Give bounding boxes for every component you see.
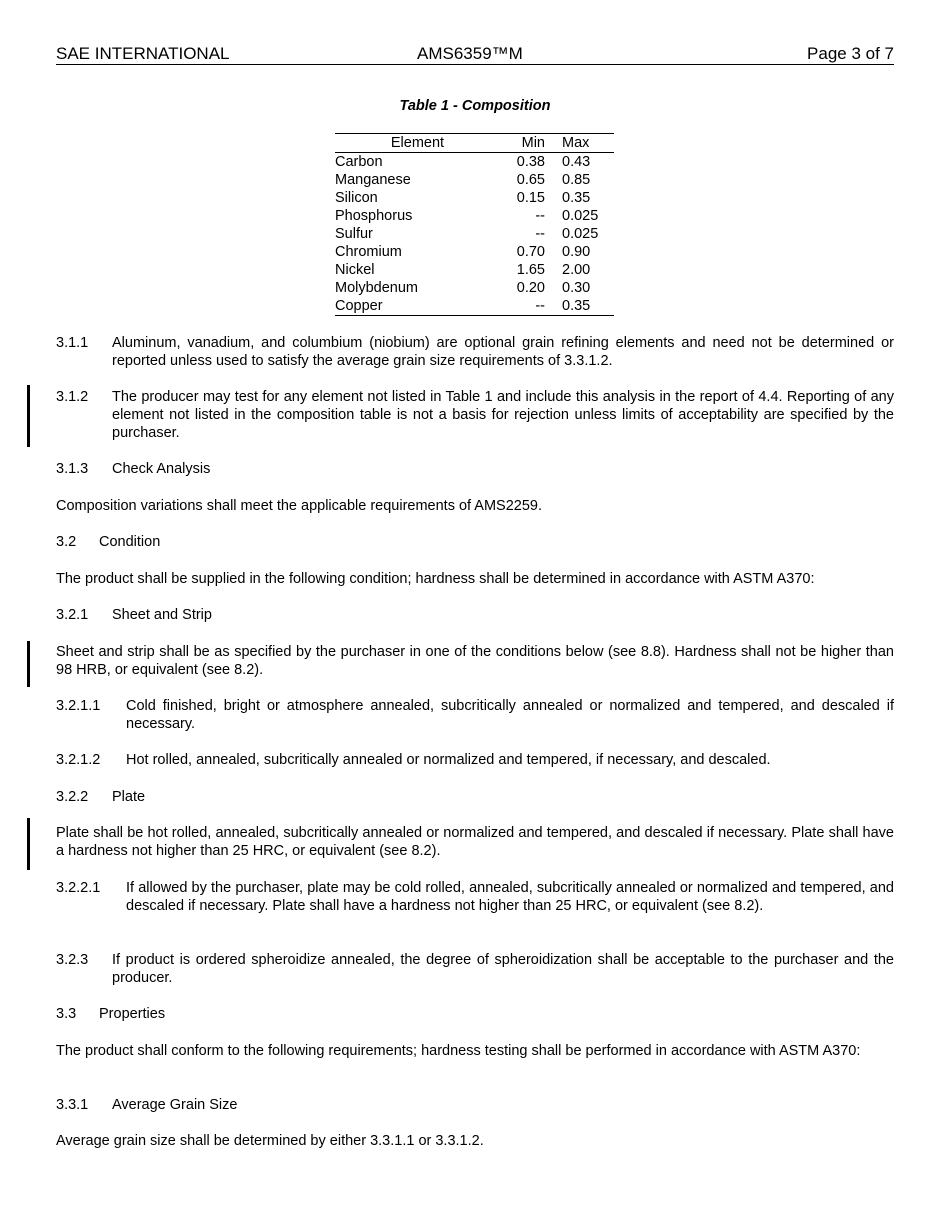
table-row <box>335 207 614 225</box>
section-3-2-1 <box>56 606 894 624</box>
table-row <box>335 261 614 279</box>
section-text: If product is ordered spheroidize annealed, the degree of spheroidization shall be acceptable to the purchaser and the producer. <box>112 952 894 986</box>
table-caption: Table 1 - Composition <box>399 98 551 114</box>
cell-max: 0.90 <box>562 244 591 260</box>
section-3-3 <box>56 1005 894 1023</box>
cell-element: Carbon <box>335 154 383 170</box>
paragraph-properties: The product shall conform to the following requirements; hardness testing shall be performed in accordance with ASTM A370: <box>56 1043 861 1059</box>
cell-max: 0.025 <box>562 208 599 224</box>
section-3-1-3 <box>56 460 894 478</box>
change-bar <box>27 385 30 447</box>
cell-element: Sulfur <box>335 226 373 242</box>
cell-element: Phosphorus <box>335 208 413 224</box>
section-3-2-2-1 <box>56 879 894 915</box>
cell-min: 0.15 <box>516 190 545 206</box>
cell-max: 0.025 <box>562 226 599 242</box>
change-bar <box>27 641 30 687</box>
section-3-2-3 <box>56 951 894 987</box>
cell-element: Nickel <box>335 262 375 278</box>
section-title: Plate <box>112 789 146 805</box>
paragraph-grain-size: Average grain size shall be determined by either 3.3.1.1 or 3.3.1.2. <box>56 1133 484 1149</box>
section-3-1-2 <box>56 388 894 442</box>
section-3-3-1 <box>56 1096 894 1114</box>
section-number: 3.2.3 <box>56 952 89 968</box>
change-bar <box>27 818 30 870</box>
section-number: 3.3.1 <box>56 1097 89 1113</box>
section-3-2-1-1 <box>56 697 894 733</box>
table-row <box>335 171 614 189</box>
cell-max: 0.85 <box>562 172 591 188</box>
cell-element: Copper <box>335 297 500 316</box>
section-number: 3.2.2 <box>56 789 89 805</box>
section-text: Hot rolled, annealed, subcritically annealed or normalized and tempered, if necessary, and descaled. <box>126 752 771 768</box>
section-title: Average Grain Size <box>112 1097 238 1113</box>
cell-max: 0.35 <box>562 190 591 206</box>
section-title: Sheet and Strip <box>112 607 212 623</box>
cell-element: Manganese <box>335 172 411 188</box>
cell-min: -- <box>535 226 545 242</box>
section-number: 3.2.2.1 <box>56 880 101 896</box>
section-title: Condition <box>99 534 161 550</box>
column-header-min: Min <box>500 134 562 153</box>
section-number: 3.2.1.1 <box>56 698 101 714</box>
cell-max: 2.00 <box>562 262 591 278</box>
cell-element: Molybdenum <box>335 280 419 296</box>
paragraph-condition: The product shall be supplied in the following condition; hardness shall be determined in accordance with ASTM A370: <box>56 571 815 587</box>
section-3-1-1 <box>56 334 894 370</box>
section-number: 3.1.3 <box>56 461 89 477</box>
section-text: Aluminum, vanadium, and columbium (niobium) are optional grain refining elements and need not be determined or reported unless used to satisfy the average grain size requirements of 3.3.1.2. <box>112 335 894 369</box>
section-number: 3.1.2 <box>56 389 89 405</box>
table-header-row <box>335 134 614 153</box>
cell-min: 0.70 <box>516 244 545 260</box>
table-row <box>335 153 614 172</box>
table-row <box>335 279 614 297</box>
cell-max: 0.43 <box>562 154 591 170</box>
paragraph-plate: Plate shall be hot rolled, annealed, subcritically annealed or normalized and tempered, and descaled if necessary. Plate shall have a hardness not higher than 25 HRC, or equivalent (see 8.2). <box>56 825 894 859</box>
table-row <box>335 297 614 316</box>
section-number: 3.2 <box>56 534 77 550</box>
composition-table <box>335 133 614 316</box>
section-3-2-1-2 <box>56 751 894 769</box>
section-text: If allowed by the purchaser, plate may be cold rolled, annealed, subcritically annealed or normalized and tempered, and descaled if necessary. Plate shall have a hardness not higher than 25 HRC, or equivalent (see 8.2). <box>126 880 894 914</box>
table-row <box>335 243 614 261</box>
cell-max: 0.30 <box>562 280 591 296</box>
cell-element: Silicon <box>335 190 378 206</box>
cell-min: 0.20 <box>516 280 545 296</box>
column-header-max: Max <box>562 134 614 153</box>
section-number: 3.3 <box>56 1006 77 1022</box>
header-page-number: Page 3 of 7 <box>807 44 894 63</box>
cell-min: 0.38 <box>516 154 545 170</box>
section-title: Check Analysis <box>112 461 211 477</box>
section-number: 3.2.1 <box>56 607 89 623</box>
page-header <box>56 44 894 65</box>
table-row <box>335 189 614 207</box>
cell-max: 0.35 <box>562 297 614 316</box>
header-doc-id: AMS6359™M <box>417 44 523 63</box>
paragraph-check-analysis: Composition variations shall meet the applicable requirements of AMS2259. <box>56 498 543 514</box>
paragraph-sheet-strip: Sheet and strip shall be as specified by the purchaser in one of the conditions below (see 8.8). Hardness shall not be higher than 98 HRB, or equivalent (see 8.2). <box>56 644 894 678</box>
header-org: SAE INTERNATIONAL <box>56 44 230 63</box>
section-text: The producer may test for any element not listed in Table 1 and include this analysis in the report of 4.4. Reporting of any element not listed in the composition table is not a basis for rejection unless limits of acceptability are specified by the purchaser. <box>112 389 894 441</box>
section-title: Properties <box>99 1006 166 1022</box>
cell-min: -- <box>535 208 545 224</box>
column-header-element: Element <box>335 134 500 153</box>
section-3-2-2 <box>56 788 894 806</box>
cell-min: 0.65 <box>516 172 545 188</box>
section-text: Cold finished, bright or atmosphere annealed, subcritically annealed or normalized and tempered, and descaled if necessary. <box>126 698 894 732</box>
cell-min: 1.65 <box>516 262 545 278</box>
section-number: 3.2.1.2 <box>56 752 101 768</box>
table-row <box>335 225 614 243</box>
section-number: 3.1.1 <box>56 335 89 351</box>
section-3-2 <box>56 533 894 551</box>
cell-element: Chromium <box>335 244 402 260</box>
cell-min: -- <box>500 297 562 316</box>
